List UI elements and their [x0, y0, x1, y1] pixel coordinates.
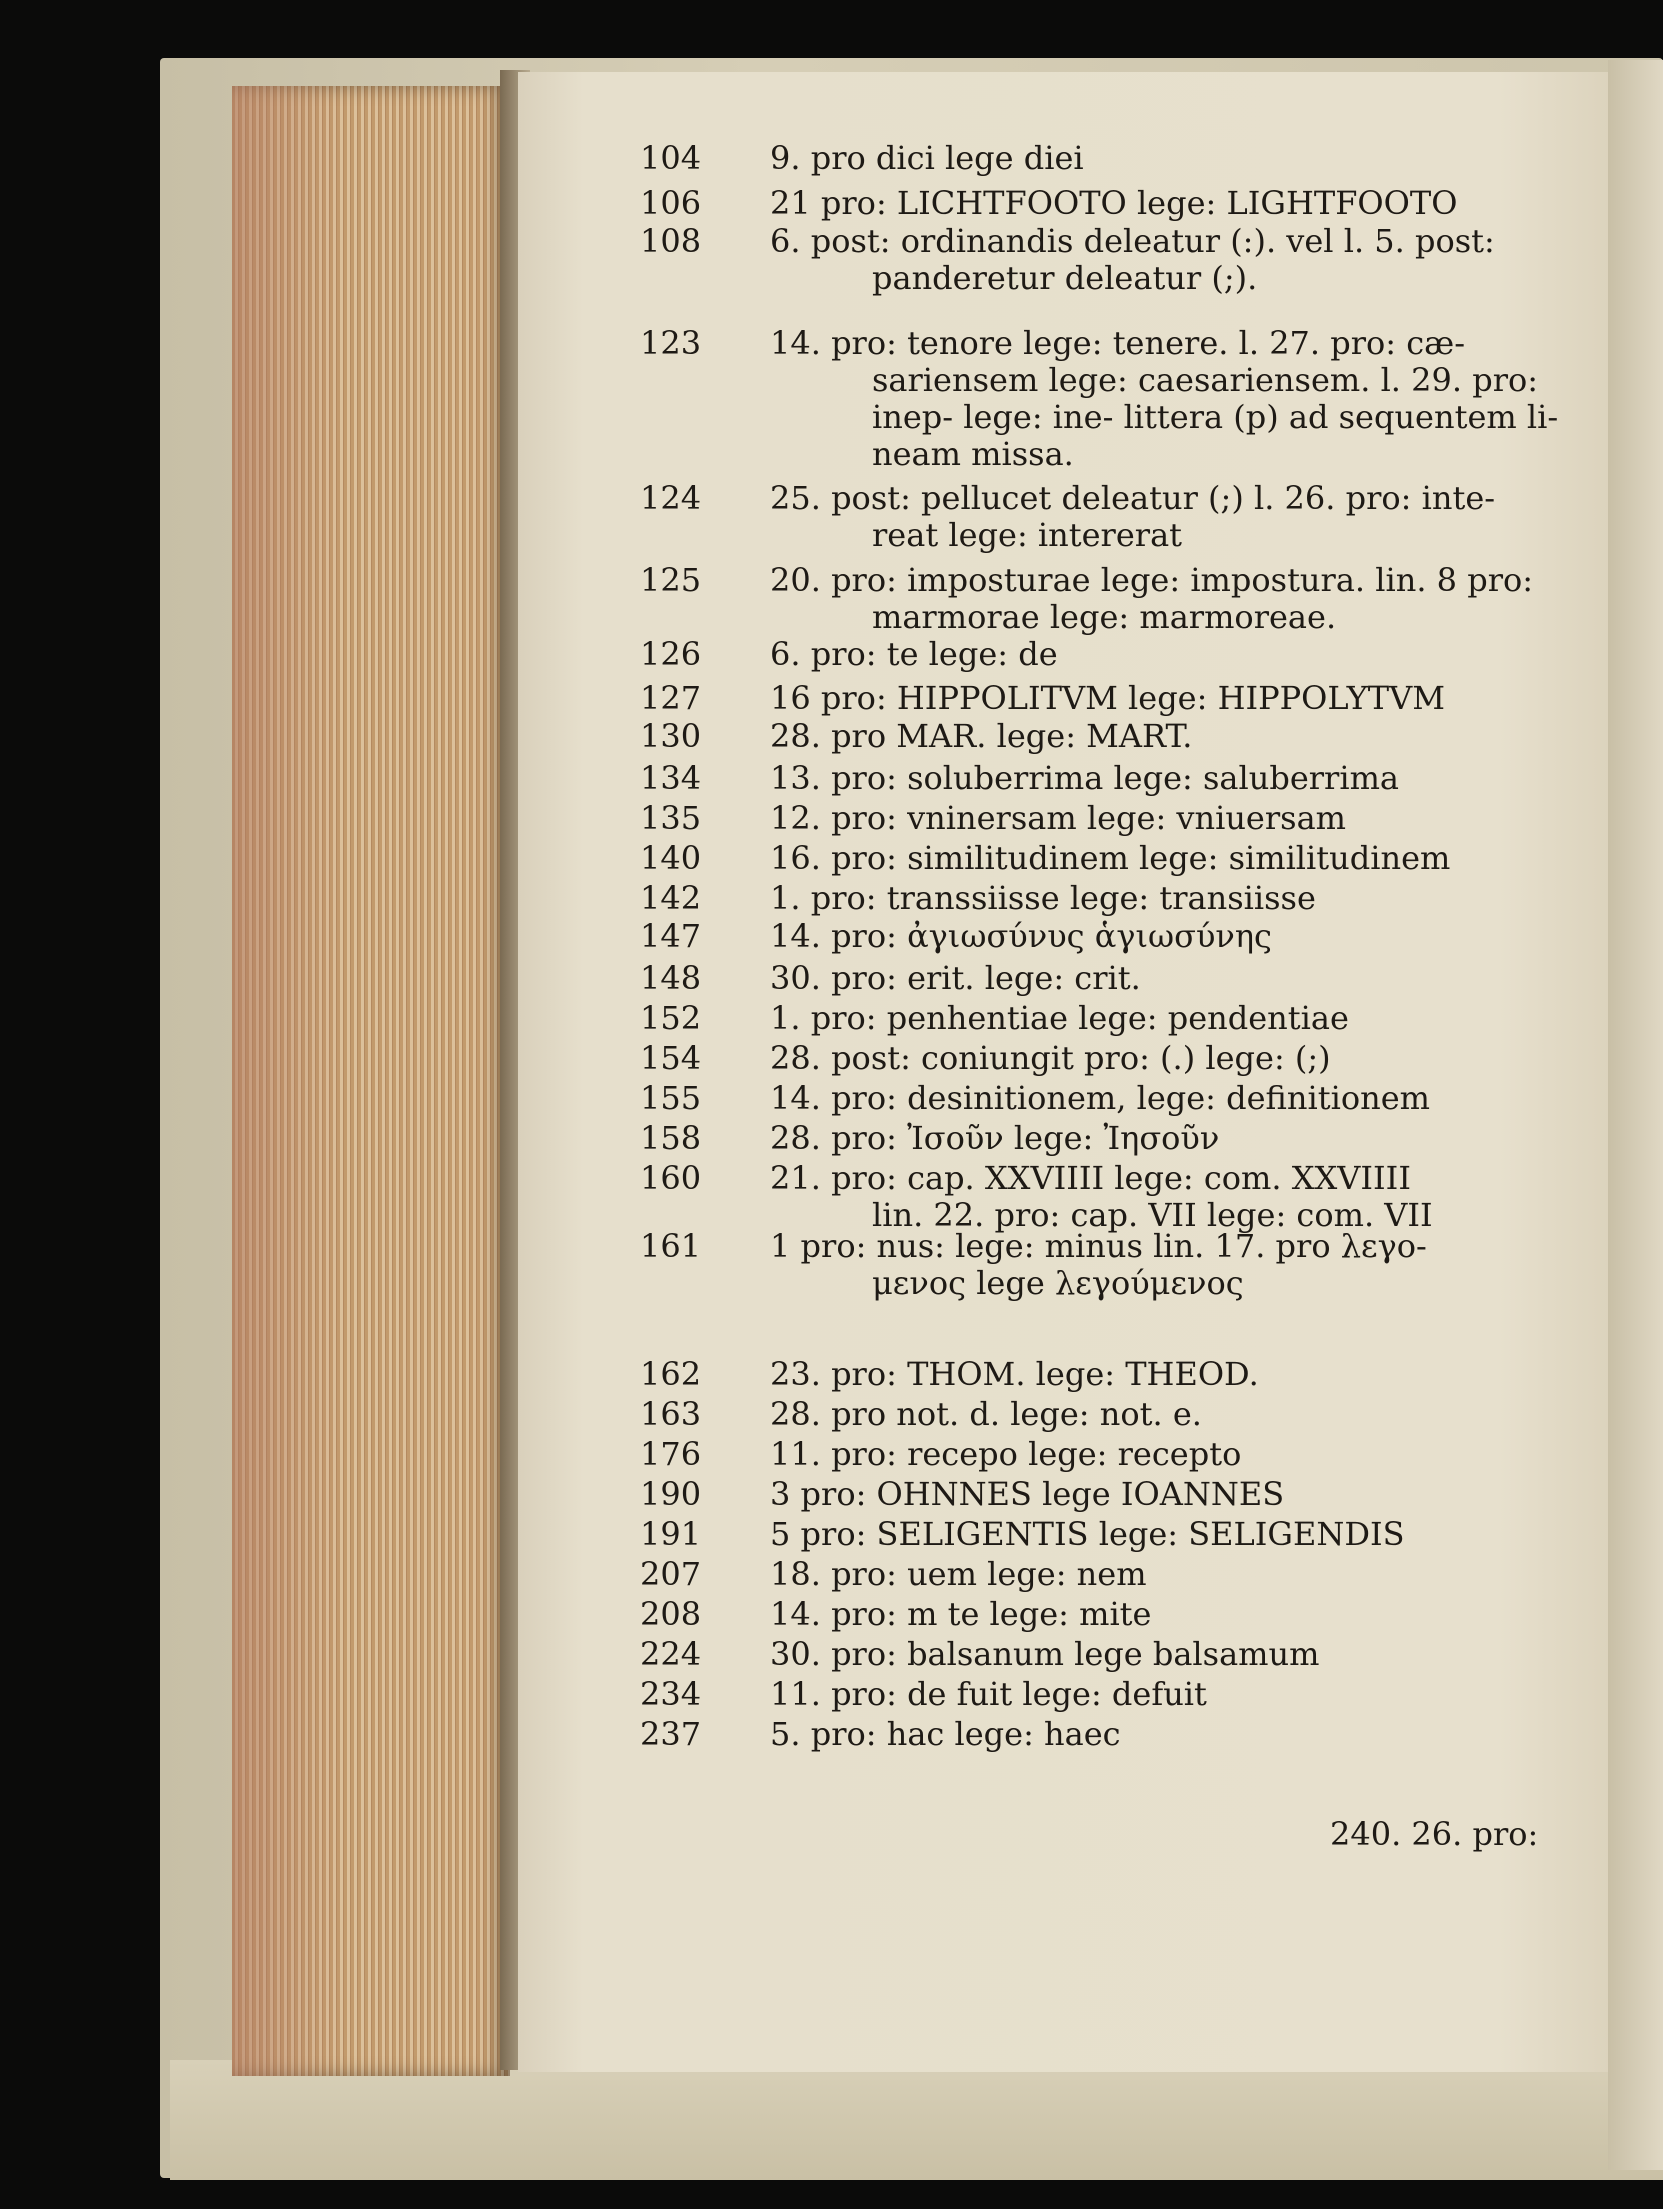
errata-page-number: 154: [640, 1039, 702, 1077]
errata-page-number: 140: [640, 839, 702, 877]
errata-continuation: marmorae lege: marmoreae.: [872, 598, 1337, 636]
errata-page-number: 162: [640, 1355, 702, 1393]
errata-text: 13. pro: soluberrima lege: saluberrima: [770, 759, 1399, 797]
errata-page-number: 148: [640, 959, 702, 997]
errata-text: 30. pro: erit. lege: crit.: [770, 959, 1141, 997]
errata-text: 5. pro: hac lege: haec: [770, 1715, 1121, 1753]
errata-page-number: 155: [640, 1079, 702, 1117]
errata-continuation: inep- lege: ine- littera (p) ad sequentem li-: [872, 398, 1559, 436]
errata-page-number: 224: [640, 1635, 702, 1673]
errata-text: 30. pro: balsanum lege balsamum: [770, 1635, 1320, 1673]
errata-page-number: 126: [640, 635, 702, 673]
errata-page-number: 160: [640, 1159, 702, 1197]
errata-text: 28. pro: Ἰσοῦν lege: Ἰησοῦν: [770, 1119, 1220, 1157]
errata-text: 18. pro: uem lege: nem: [770, 1555, 1147, 1593]
errata-text: 6. pro: te lege: de: [770, 635, 1058, 673]
errata-page-number: 152: [640, 999, 702, 1037]
errata-continuation: panderetur deleatur (;).: [872, 259, 1258, 297]
catchword: 240. 26. pro:: [1330, 1815, 1539, 1853]
errata-page-number: 104: [640, 139, 702, 177]
errata-page-number: 208: [640, 1595, 702, 1633]
errata-text: 28. pro not. d. lege: not. e.: [770, 1395, 1202, 1433]
errata-text: 21. pro: cap. XXVIIII lege: com. XXVIIII: [770, 1159, 1411, 1197]
right-page-block: [1608, 60, 1663, 2170]
errata-text: 9. pro dici lege diei: [770, 139, 1084, 177]
errata-text: 14. pro: m te lege: mite: [770, 1595, 1152, 1633]
errata-page-number: 234: [640, 1675, 702, 1713]
errata-continuation: reat lege: intererat: [872, 516, 1182, 554]
errata-text: 11. pro: recepo lege: recepto: [770, 1435, 1242, 1473]
errata-continuation: sariensem lege: caesariensem. l. 29. pro:: [872, 361, 1539, 399]
errata-text: 6. post: ordinandis deleatur (:). vel l. 5. post:: [770, 222, 1495, 260]
errata-text: 1. pro: penhentiae lege: pendentiae: [770, 999, 1349, 1037]
errata-text: 16 pro: HIPPOLITVM lege: HIPPOLYTVM: [770, 679, 1445, 717]
errata-text: 20. pro: imposturae lege: impostura. lin. 8 pro:: [770, 561, 1534, 599]
errata-text: 3 pro: OHNNES lege IOANNES: [770, 1475, 1285, 1513]
errata-page-number: 161: [640, 1227, 702, 1265]
errata-page-number: 124: [640, 479, 702, 517]
errata-page-number: 142: [640, 879, 702, 917]
errata-text: 5 pro: SELIGENTIS lege: SELIGENDIS: [770, 1515, 1405, 1553]
errata-page-number: 106: [640, 184, 702, 222]
errata-text: 25. post: pellucet deleatur (;) l. 26. pro: inte-: [770, 479, 1496, 517]
errata-page-number: 108: [640, 222, 702, 260]
errata-text: 16. pro: similitudinem lege: similitudinem: [770, 839, 1451, 877]
errata-text: 14. pro: desinitionem, lege: definitionem: [770, 1079, 1430, 1117]
errata-page-number: 130: [640, 717, 702, 755]
errata-page-number: 176: [640, 1435, 702, 1473]
errata-page-number: 191: [640, 1515, 702, 1553]
errata-text: 14. pro: ἀγιωσύνυς ἁγιωσύνης: [770, 917, 1272, 955]
errata-text: 1 pro: nus: lege: minus lin. 17. pro λεγο-: [770, 1227, 1427, 1265]
cover-bottom-flap: [170, 2060, 1663, 2180]
errata-page-number: 163: [640, 1395, 702, 1433]
errata-page-number: 135: [640, 799, 702, 837]
errata-page-number: 125: [640, 561, 702, 599]
errata-continuation: lin. 22. pro: cap. VII lege: com. VII: [872, 1196, 1433, 1234]
errata-page-number: 123: [640, 324, 702, 362]
errata-page-number: 134: [640, 759, 702, 797]
errata-text: 11. pro: de fuit lege: defuit: [770, 1675, 1207, 1713]
errata-page-number: 190: [640, 1475, 702, 1513]
errata-text: 14. pro: tenore lege: tenere. l. 27. pro: cæ-: [770, 324, 1466, 362]
errata-text: 1. pro: transsiisse lege: transiisse: [770, 879, 1316, 917]
errata-text: 23. pro: THOM. lege: THEOD.: [770, 1355, 1259, 1393]
errata-page-number: 158: [640, 1119, 702, 1157]
errata-text: 28. post: coniungit pro: (.) lege: (;): [770, 1039, 1331, 1077]
errata-page-number: 147: [640, 917, 702, 955]
errata-page-number: 207: [640, 1555, 702, 1593]
errata-text: 28. pro MAR. lege: MART.: [770, 717, 1193, 755]
page-block-edges: [232, 86, 510, 2076]
errata-text: 12. pro: vninersam lege: vniuersam: [770, 799, 1346, 837]
errata-continuation: neam missa.: [872, 435, 1074, 473]
errata-continuation: μενος lege λεγούμενος: [872, 1264, 1244, 1302]
errata-page-number: 237: [640, 1715, 702, 1753]
errata-page-number: 127: [640, 679, 702, 717]
errata-text: 21 pro: LICHTFOOTO lege: LIGHTFOOTO: [770, 184, 1458, 222]
